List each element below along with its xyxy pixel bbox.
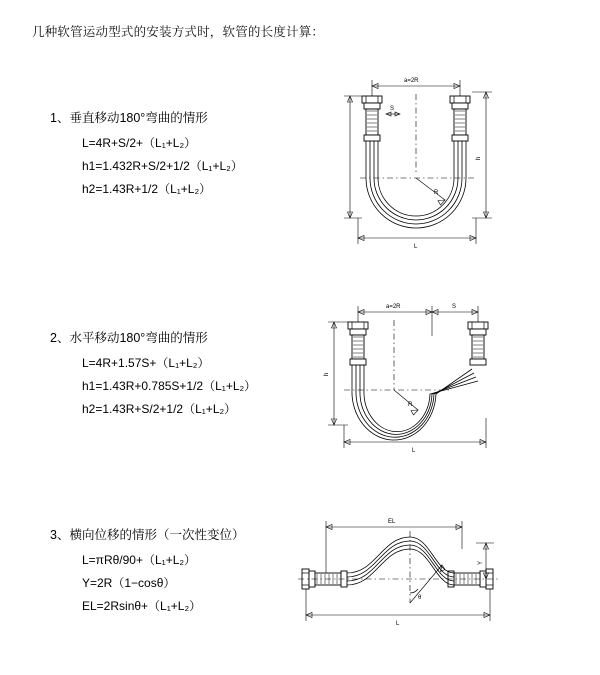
- svg-text:S: S: [390, 106, 395, 112]
- section-2-title: 2、水平移动180°弯曲的情形: [50, 331, 208, 345]
- svg-text:Y: Y: [478, 560, 484, 565]
- formula: EL=2Rsinθ+（L₁+L₂）: [82, 599, 202, 613]
- formula: L=4R+S/2+（L₁+L₂）: [82, 136, 197, 150]
- formula: h2=1.43R+1/2（L₁+L₂）: [82, 182, 212, 196]
- section-3-title: 3、横向位移的情形（一次性变位）: [50, 528, 245, 542]
- formula: L=4R+1.57S+（L₁+L₂）: [82, 356, 210, 370]
- section-2-formulas: [82, 352, 256, 421]
- formula: Y=2R（1−cosθ）: [82, 576, 176, 590]
- svg-text:h: h: [476, 156, 482, 160]
- svg-text:a=2R: a=2R: [386, 304, 401, 310]
- svg-text:a=2R: a=2R: [404, 78, 419, 84]
- svg-text:L: L: [412, 448, 416, 454]
- svg-text:θ: θ: [418, 595, 422, 601]
- svg-text:h: h: [324, 372, 330, 376]
- formula: L=πRθ/90+（L₁+L₂）: [82, 553, 197, 567]
- svg-text:EL: EL: [388, 519, 396, 525]
- formula: h2=1.43R+S/2+1/2（L₁+L₂）: [82, 402, 237, 416]
- horizontal-180-bend-diagram: [300, 290, 510, 465]
- svg-text:R: R: [408, 402, 413, 408]
- svg-text:L: L: [414, 244, 418, 250]
- svg-text:R: R: [434, 190, 439, 196]
- section-1-title: 1、垂直移动180°弯曲的情形: [50, 111, 208, 125]
- formula: h1=1.432R+S/2+1/2（L₁+L₂）: [82, 159, 243, 173]
- vertical-180-bend-diagram: [300, 68, 500, 278]
- svg-text:L: L: [396, 621, 400, 627]
- lateral-offset-diagram: [290, 507, 510, 642]
- svg-text:S: S: [452, 304, 457, 310]
- section-3-formulas: [82, 549, 201, 618]
- section-1-formulas: [82, 132, 243, 201]
- intro-text: 几种软管运动型式的安装方式时，软管的长度计算：: [32, 25, 325, 39]
- formula: h1=1.43R+0.785S+1/2（L₁+L₂）: [82, 379, 257, 393]
